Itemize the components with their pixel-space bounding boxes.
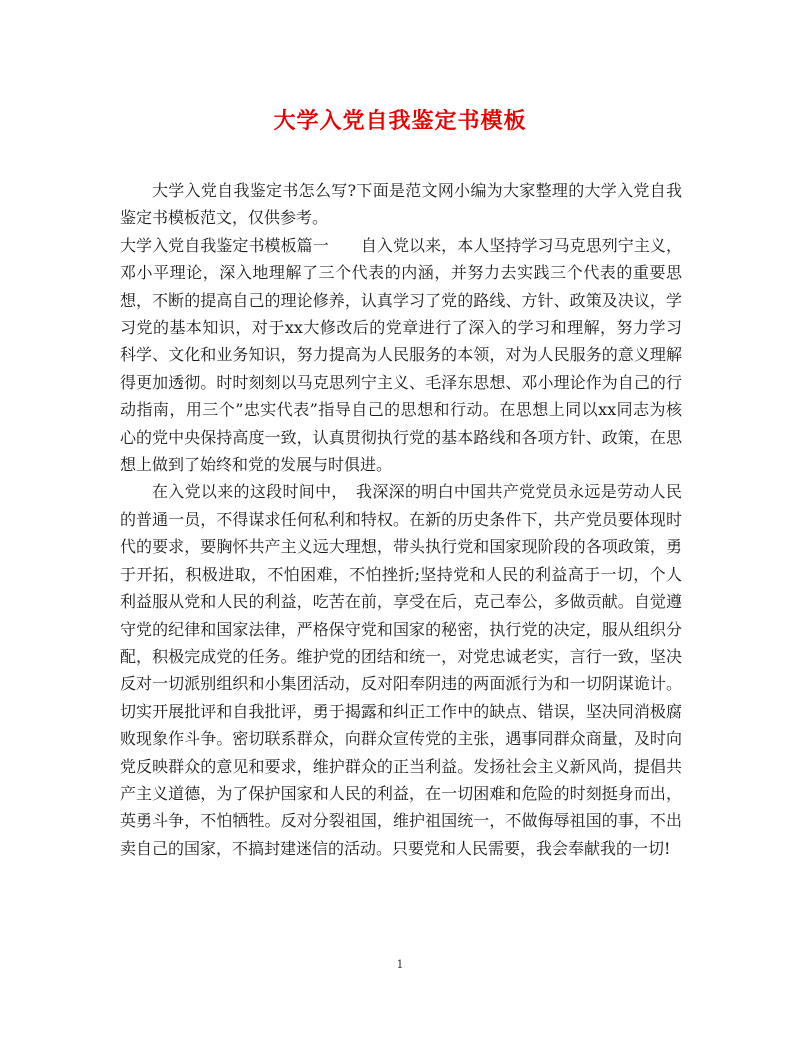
document-body [120, 177, 682, 862]
intro-paragraph: 大学入党自我鉴定书怎么写?下面是范文网小编为大家整理的大学入党自我鉴定书模板范文，仅供参考。 [120, 181, 682, 228]
party-member-duties-paragraph: 在入党以来的这段时间中， 我深深的明白中国共产党党员永远是劳动人民的普通一员，不得谋求任何私利和特权。在新的历史条件下，共产党员要体现时代的要求，要胸怀共产主义远大理想，带头执行党和国家现阶段的各项政策，勇于开拓，积极进取，不怕困难，不怕挫折;坚持党和人民的利益高于一切，个人利益服从党和人民的利益，吃苦在前，享受在后，克己奉公，多做贡献。自觉遵守党的纪律和国家法律，严格保守党和国家的秘密，执行党的决定，服从组织分配，积极完成党的任务。维护党的团结和统一，对党忠诚老实，言行一致，坚决反对一切派别组织和小集团活动，反对阳奉阴违的两面派行为和一切阴谋诡计。切实开展批评和自我批评，勇于揭露和纠正工作中的缺点、错误，坚决同消极腐败现象作斗争。密切联系群众，向群众宣传党的主张，遇事同群众商量，及时向党反映群众的意见和要求，维护群众的正当利益。发扬社会主义新风尚，提倡共产主义道德，为了保护国家和人民的利益，在一切困难和危险的时刻挺身而出，英勇斗争，不怕牺牲。反对分裂祖国，维护祖国统一，不做侮辱祖国的事，不出卖自己的国家，不搞封建迷信的活动。只要党和人民需要，我会奉献我的一切! [120, 482, 682, 858]
template-one-paragraph: 大学入党自我鉴定书模板篇一 自入党以来，本人坚持学习马克思列宁主义，邓小平理论，深入地理解了三个代表的内涵，并努力去实践三个代表的重要思想，不断的提高自己的理论修养，认真学习了党的路线、方针、政策及决议，学习党的基本知识，对于xx大修改后的党章进行了深入的学习和理解，努力学习科学、文化和业务知识，努力提高为人民服务的本领，对为人民服务的意义理解得更加透彻。时时刻刻以马克思列宁主义、毛泽东思想、邓小理论作为自己的行动指南，用三个”忠实代表”指导自己的思想和行动。在思想上同以xx同志为核心的党中央保持高度一致，认真贯彻执行党的基本路线和各项方针、政策，在思想上做到了始终和党的发展与时俱进。 [120, 235, 682, 475]
document-title: 大学入党自我鉴定书模板 [273, 108, 527, 134]
page-number: 1 [396, 958, 404, 971]
